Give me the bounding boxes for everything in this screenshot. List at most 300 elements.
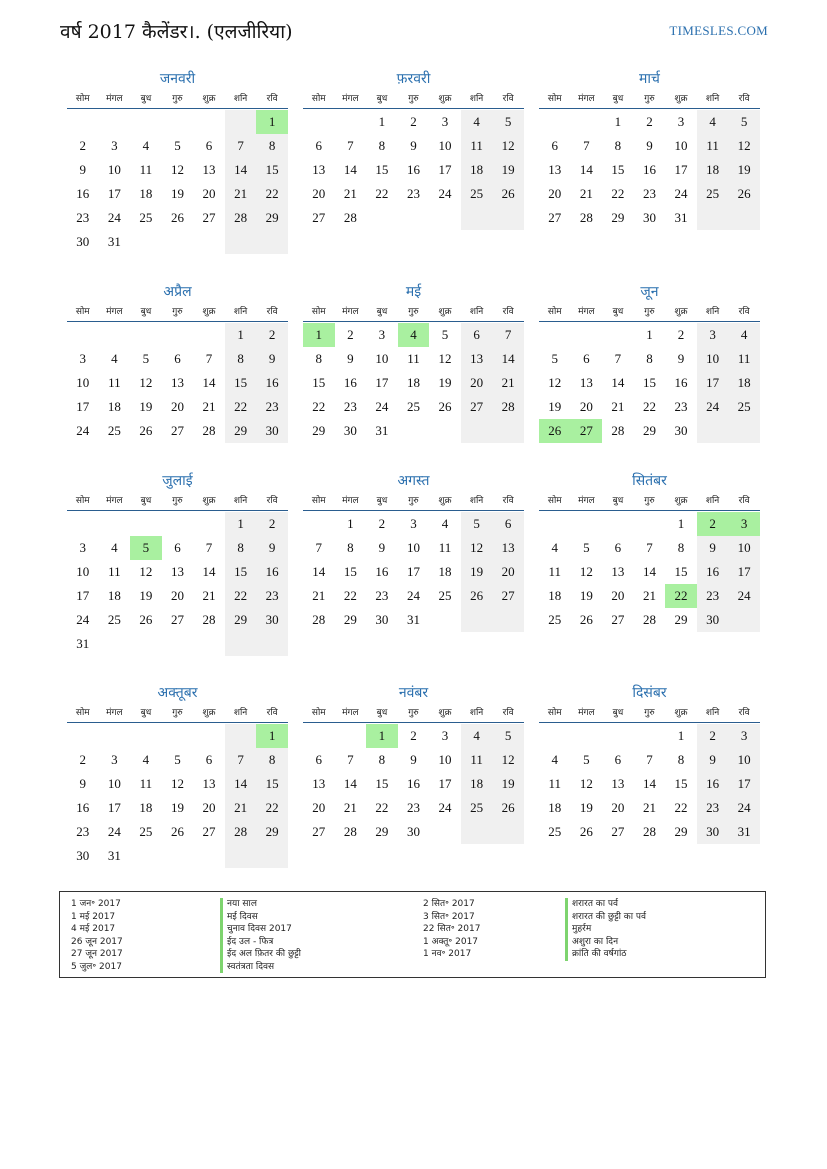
day-cell: 30 — [256, 419, 288, 443]
day-cell: 24 — [438, 800, 452, 815]
day-cell: 4 — [551, 752, 559, 767]
weekday-header — [303, 91, 524, 109]
empty-cell — [225, 632, 257, 656]
day-cell: 7 — [225, 134, 257, 158]
day-cell: 23 — [642, 186, 656, 201]
day-cell: 16 — [76, 800, 90, 815]
weekday-label: शुक्र — [438, 94, 452, 104]
day-cell: 17 — [107, 186, 121, 201]
empty-cell — [697, 206, 729, 230]
day-cell: 27 — [170, 612, 184, 627]
day-cell: 24 — [697, 395, 729, 419]
month-name: फ़रवरी — [396, 71, 431, 87]
day-cell: 19 — [492, 772, 524, 796]
day-cell: 21 — [642, 588, 656, 603]
day-cell: 12 — [461, 536, 493, 560]
month-name: जनवरी — [159, 71, 196, 87]
weekday-header — [67, 705, 288, 723]
weekday-label: रवि — [738, 94, 750, 104]
day-cell: 19 — [139, 399, 153, 414]
legend-names-right — [565, 898, 646, 961]
day-cell: 19 — [728, 158, 760, 182]
day-cell: 15 — [256, 772, 288, 796]
day-cell: 22 — [674, 800, 688, 815]
weekday-label: सोम — [75, 307, 90, 317]
day-cell: 31 — [674, 210, 688, 225]
day-cell: 22 — [225, 395, 257, 419]
day-cell: 13 — [461, 347, 493, 371]
day-cell: 31 — [107, 848, 121, 863]
weekday-label: बुध — [376, 708, 388, 718]
weekday-label: शुक्र — [202, 708, 216, 718]
weekday-label: शनि — [469, 307, 484, 317]
day-cell: 2 — [410, 728, 417, 743]
day-cell: 28 — [492, 395, 524, 419]
day-cell: 28 — [225, 820, 257, 844]
day-cell: 9 — [347, 351, 354, 366]
day-grid — [539, 323, 760, 443]
day-cell: 25 — [728, 395, 760, 419]
day-cell: 29 — [611, 210, 625, 225]
day-cell: 26 — [170, 210, 184, 225]
empty-cell — [225, 724, 257, 748]
weekday-label: शुक्र — [674, 496, 688, 506]
day-cell: 18 — [139, 800, 153, 815]
month-name: जुलाई — [162, 473, 193, 489]
day-cell: 5 — [174, 752, 181, 767]
day-cell: 26 — [139, 423, 153, 438]
day-cell: 22 — [312, 399, 326, 414]
empty-cell — [162, 230, 194, 254]
empty-cell — [602, 724, 634, 748]
legend-names-left — [220, 898, 301, 973]
weekday-label: शुक्र — [202, 307, 216, 317]
day-cell: 17 — [107, 800, 121, 815]
day-cell: 23 — [76, 824, 90, 839]
weekday-label: गुरु — [172, 307, 183, 317]
empty-cell — [429, 820, 461, 844]
empty-cell — [99, 512, 131, 536]
day-cell: 15 — [256, 158, 288, 182]
weekday-label: मंगल — [342, 708, 359, 718]
weekday-label: बुध — [612, 708, 624, 718]
day-cell: 20 — [611, 588, 625, 603]
day-cell: 24 — [728, 584, 760, 608]
day-cell: 18 — [548, 588, 562, 603]
month-name: मई — [405, 284, 422, 300]
day-cell: 6 — [174, 351, 181, 366]
empty-cell — [602, 323, 634, 347]
day-cell: 25 — [139, 824, 153, 839]
weekday-label: रवि — [266, 708, 278, 718]
empty-cell — [256, 230, 288, 254]
day-cell: 18 — [697, 158, 729, 182]
day-cell: 25 — [461, 796, 493, 820]
day-cell: 25 — [697, 182, 729, 206]
day-cell: 27 — [312, 824, 326, 839]
day-cell: 15 — [312, 375, 326, 390]
day-cell: 20 — [170, 399, 184, 414]
empty-cell — [193, 230, 225, 254]
day-cell: 8 — [378, 138, 386, 153]
legend-date: 26 जून 2017 — [71, 936, 123, 947]
legend-date: 5 जुल॰ 2017 — [71, 961, 122, 972]
day-cell: 24 — [375, 399, 389, 414]
day-cell: 4 — [728, 323, 760, 347]
day-grid — [539, 512, 760, 632]
weekday-label: सोम — [547, 94, 562, 104]
empty-cell — [130, 110, 162, 134]
day-cell: 2 — [378, 516, 386, 531]
day-cell: 16 — [697, 560, 729, 584]
day-cell: 30 — [375, 612, 389, 627]
day-cell: 24 — [728, 796, 760, 820]
day-cell: 7 — [347, 752, 354, 767]
day-cell: 21 — [202, 588, 216, 603]
empty-cell — [162, 512, 194, 536]
day-cell: 16 — [674, 375, 688, 390]
day-cell: 27 — [461, 395, 493, 419]
day-cell: 8 — [347, 540, 354, 555]
day-cell: 5 — [728, 110, 760, 134]
weekday-label: शनि — [705, 496, 720, 506]
day-cell: 29 — [642, 423, 656, 438]
day-cell: 16 — [375, 564, 389, 579]
day-cell: 21 — [492, 371, 524, 395]
day-cell: 9 — [256, 536, 288, 560]
weekday-label: मंगल — [578, 94, 595, 104]
weekday-label: गुरु — [172, 94, 183, 104]
day-cell: 9 — [697, 748, 729, 772]
day-cell: 6 — [614, 752, 622, 767]
weekday-label: मंगल — [106, 94, 123, 104]
weekday-label: शनि — [705, 708, 720, 718]
day-cell: 31 — [375, 423, 389, 438]
weekday-label: रवि — [738, 496, 750, 506]
holiday-day-cell: 3 — [728, 512, 760, 536]
month-block — [303, 472, 524, 632]
day-cell: 8 — [646, 351, 653, 366]
day-cell: 23 — [697, 584, 729, 608]
day-cell: 30 — [76, 234, 90, 249]
legend-holiday-name: अशुरा का दिन — [565, 936, 646, 949]
day-cell: 16 — [642, 162, 656, 177]
day-cell: 21 — [225, 796, 257, 820]
day-cell: 3 — [111, 138, 118, 153]
day-cell: 20 — [202, 186, 216, 201]
day-cell: 14 — [611, 375, 625, 390]
weekday-label: शुक्र — [202, 496, 216, 506]
empty-cell — [67, 512, 99, 536]
weekday-label: शनि — [233, 708, 248, 718]
day-cell: 27 — [202, 824, 216, 839]
empty-cell — [130, 323, 162, 347]
day-cell: 28 — [611, 423, 625, 438]
day-cell: 27 — [170, 423, 184, 438]
legend-holiday-name: क्रांति की वर्षगांठ — [565, 948, 646, 961]
day-cell: 10 — [674, 138, 688, 153]
day-cell: 22 — [343, 588, 357, 603]
day-cell: 29 — [256, 820, 288, 844]
day-cell: 10 — [76, 564, 90, 579]
day-grid — [303, 110, 524, 230]
month-block — [539, 283, 760, 443]
weekday-label: बुध — [140, 708, 152, 718]
day-cell: 7 — [225, 748, 257, 772]
day-cell: 13 — [548, 162, 562, 177]
day-cell: 5 — [492, 110, 524, 134]
day-cell: 1 — [614, 114, 622, 129]
day-cell: 1 — [225, 512, 257, 536]
day-grid — [303, 323, 524, 443]
weekday-header — [539, 91, 760, 109]
day-cell: 21 — [202, 399, 216, 414]
day-cell: 18 — [461, 772, 493, 796]
empty-cell — [303, 110, 335, 134]
day-cell: 30 — [674, 423, 688, 438]
day-cell: 20 — [461, 371, 493, 395]
day-grid — [67, 512, 288, 656]
day-cell: 24 — [76, 423, 90, 438]
empty-cell — [697, 419, 729, 443]
weekday-label: शनि — [233, 94, 248, 104]
legend-date: 22 सित॰ 2017 — [423, 924, 481, 934]
day-cell: 6 — [583, 351, 590, 366]
weekday-label: गुरु — [172, 496, 183, 506]
empty-cell — [602, 512, 634, 536]
day-cell: 17 — [406, 564, 420, 579]
day-cell: 3 — [111, 752, 118, 767]
day-cell: 10 — [76, 375, 90, 390]
weekday-label: मंगल — [106, 307, 123, 317]
holiday-day-cell: 1 — [256, 110, 288, 134]
weekday-label: मंगल — [106, 708, 123, 718]
day-cell: 9 — [378, 540, 386, 555]
day-cell: 22 — [225, 584, 257, 608]
empty-cell — [303, 512, 335, 536]
month-name: दिसंबर — [632, 685, 667, 701]
day-cell: 27 — [611, 612, 625, 627]
month-block — [67, 283, 288, 443]
day-cell: 3 — [79, 540, 87, 555]
day-cell: 6 — [174, 540, 181, 555]
day-cell: 10 — [107, 776, 121, 791]
day-cell: 26 — [492, 182, 524, 206]
weekday-label: सोम — [75, 496, 90, 506]
empty-cell — [67, 110, 99, 134]
day-cell: 5 — [441, 327, 449, 342]
day-cell: 25 — [461, 182, 493, 206]
day-cell: 28 — [225, 206, 257, 230]
holiday-legend — [59, 891, 766, 978]
day-cell: 13 — [170, 375, 184, 390]
day-cell: 6 — [315, 138, 323, 153]
empty-cell — [99, 323, 131, 347]
empty-cell — [492, 419, 524, 443]
month-name: अक्तूबर — [157, 685, 198, 701]
day-cell: 30 — [343, 423, 357, 438]
day-cell: 22 — [256, 796, 288, 820]
empty-cell — [162, 110, 194, 134]
empty-cell — [728, 608, 760, 632]
day-cell: 6 — [551, 138, 559, 153]
day-cell: 31 — [76, 636, 90, 651]
day-cell: 28 — [202, 612, 216, 627]
day-cell: 11 — [461, 134, 493, 158]
weekday-header — [303, 705, 524, 723]
day-cell: 26 — [461, 584, 493, 608]
day-cell: 16 — [343, 375, 357, 390]
day-cell: 10 — [438, 138, 452, 153]
day-cell: 16 — [406, 776, 420, 791]
day-cell: 16 — [256, 560, 288, 584]
weekday-label: शुक्र — [674, 94, 688, 104]
day-cell: 29 — [256, 206, 288, 230]
day-cell: 2 — [410, 114, 417, 129]
empty-cell — [539, 724, 571, 748]
day-cell: 21 — [611, 399, 625, 414]
day-cell: 29 — [225, 419, 257, 443]
day-cell: 17 — [438, 776, 452, 791]
empty-cell — [67, 724, 99, 748]
day-cell: 26 — [728, 182, 760, 206]
day-cell: 19 — [170, 186, 184, 201]
weekday-label: रवि — [266, 94, 278, 104]
day-cell: 12 — [548, 375, 562, 390]
day-cell: 11 — [548, 564, 562, 579]
weekday-header — [67, 304, 288, 322]
day-cell: 13 — [202, 776, 216, 791]
day-cell: 20 — [202, 800, 216, 815]
month-block — [67, 472, 288, 656]
weekday-label: गुरु — [644, 496, 655, 506]
weekday-label: मंगल — [578, 708, 595, 718]
day-cell: 18 — [139, 186, 153, 201]
day-cell: 7 — [646, 752, 653, 767]
month-name: अप्रैल — [163, 284, 192, 300]
weekday-label: मंगल — [342, 94, 359, 104]
day-cell: 14 — [312, 564, 326, 579]
weekday-label: रवि — [502, 307, 514, 317]
day-cell: 30 — [642, 210, 656, 225]
day-cell: 1 — [225, 323, 257, 347]
day-cell: 22 — [375, 186, 389, 201]
day-cell: 8 — [256, 134, 288, 158]
day-cell: 14 — [202, 564, 216, 579]
day-cell: 10 — [728, 748, 760, 772]
day-cell: 10 — [107, 162, 121, 177]
weekday-label: बुध — [140, 94, 152, 104]
day-cell: 18 — [107, 588, 121, 603]
legend-holiday-name: ईद उल - फित्र — [220, 936, 301, 949]
weekday-label: सोम — [547, 496, 562, 506]
weekday-label: सोम — [311, 708, 326, 718]
weekday-label: बुध — [140, 496, 152, 506]
day-cell: 29 — [375, 824, 389, 839]
empty-cell — [571, 323, 603, 347]
month-name: नवंबर — [398, 685, 429, 701]
site-link[interactable]: TIMESLES.COM — [669, 23, 768, 38]
day-cell: 9 — [79, 162, 87, 177]
day-cell: 17 — [697, 371, 729, 395]
weekday-label: मंगल — [342, 496, 359, 506]
day-cell: 7 — [205, 540, 213, 555]
empty-cell — [461, 206, 493, 230]
empty-cell — [398, 206, 430, 230]
day-grid — [67, 110, 288, 254]
day-cell: 3 — [697, 323, 729, 347]
day-cell: 26 — [579, 612, 593, 627]
day-cell: 5 — [551, 351, 559, 366]
day-cell: 6 — [205, 752, 213, 767]
day-cell: 17 — [76, 588, 90, 603]
month-block — [539, 70, 760, 230]
day-cell: 15 — [674, 776, 688, 791]
holiday-day-cell: 1 — [256, 724, 288, 748]
empty-cell — [539, 323, 571, 347]
day-cell: 13 — [579, 375, 593, 390]
empty-cell — [634, 512, 666, 536]
day-cell: 12 — [170, 162, 184, 177]
day-cell: 10 — [697, 347, 729, 371]
day-cell: 8 — [256, 748, 288, 772]
empty-cell — [67, 323, 99, 347]
legend-holiday-name: मुहर्रम — [565, 923, 646, 936]
day-cell: 9 — [256, 347, 288, 371]
weekday-header — [67, 91, 288, 109]
day-cell: 11 — [461, 748, 493, 772]
day-cell: 2 — [79, 752, 87, 767]
day-cell: 3 — [79, 351, 87, 366]
day-cell: 7 — [614, 351, 622, 366]
day-cell: 26 — [170, 824, 184, 839]
day-cell: 4 — [111, 540, 118, 555]
day-cell: 14 — [225, 772, 257, 796]
day-cell: 14 — [343, 776, 357, 791]
empty-cell — [130, 844, 162, 868]
empty-cell — [225, 110, 257, 134]
empty-cell — [571, 110, 603, 134]
day-cell: 9 — [697, 536, 729, 560]
holiday-day-cell: 1 — [303, 323, 335, 347]
day-cell: 4 — [142, 138, 150, 153]
day-cell: 31 — [406, 612, 420, 627]
day-cell: 2 — [256, 323, 288, 347]
day-cell: 21 — [312, 588, 326, 603]
day-cell: 27 — [202, 210, 216, 225]
empty-cell — [461, 820, 493, 844]
day-cell: 11 — [697, 134, 729, 158]
empty-cell — [256, 632, 288, 656]
day-cell: 4 — [461, 110, 493, 134]
day-cell: 17 — [375, 375, 389, 390]
holiday-day-cell: 1 — [366, 724, 398, 748]
empty-cell — [225, 844, 257, 868]
day-cell: 1 — [677, 516, 685, 531]
day-cell: 12 — [492, 748, 524, 772]
day-cell: 12 — [492, 134, 524, 158]
day-cell: 7 — [646, 540, 653, 555]
day-cell: 16 — [697, 772, 729, 796]
empty-cell — [193, 724, 225, 748]
day-cell: 10 — [438, 752, 452, 767]
day-cell: 19 — [139, 588, 153, 603]
day-cell: 7 — [347, 138, 354, 153]
legend-holiday-name: स्वतंत्रता दिवस — [220, 961, 301, 974]
legend-holiday-name: ईद अल फ़ितर की छुट्टी — [220, 948, 301, 961]
day-cell: 21 — [343, 186, 357, 201]
day-cell: 23 — [674, 399, 688, 414]
